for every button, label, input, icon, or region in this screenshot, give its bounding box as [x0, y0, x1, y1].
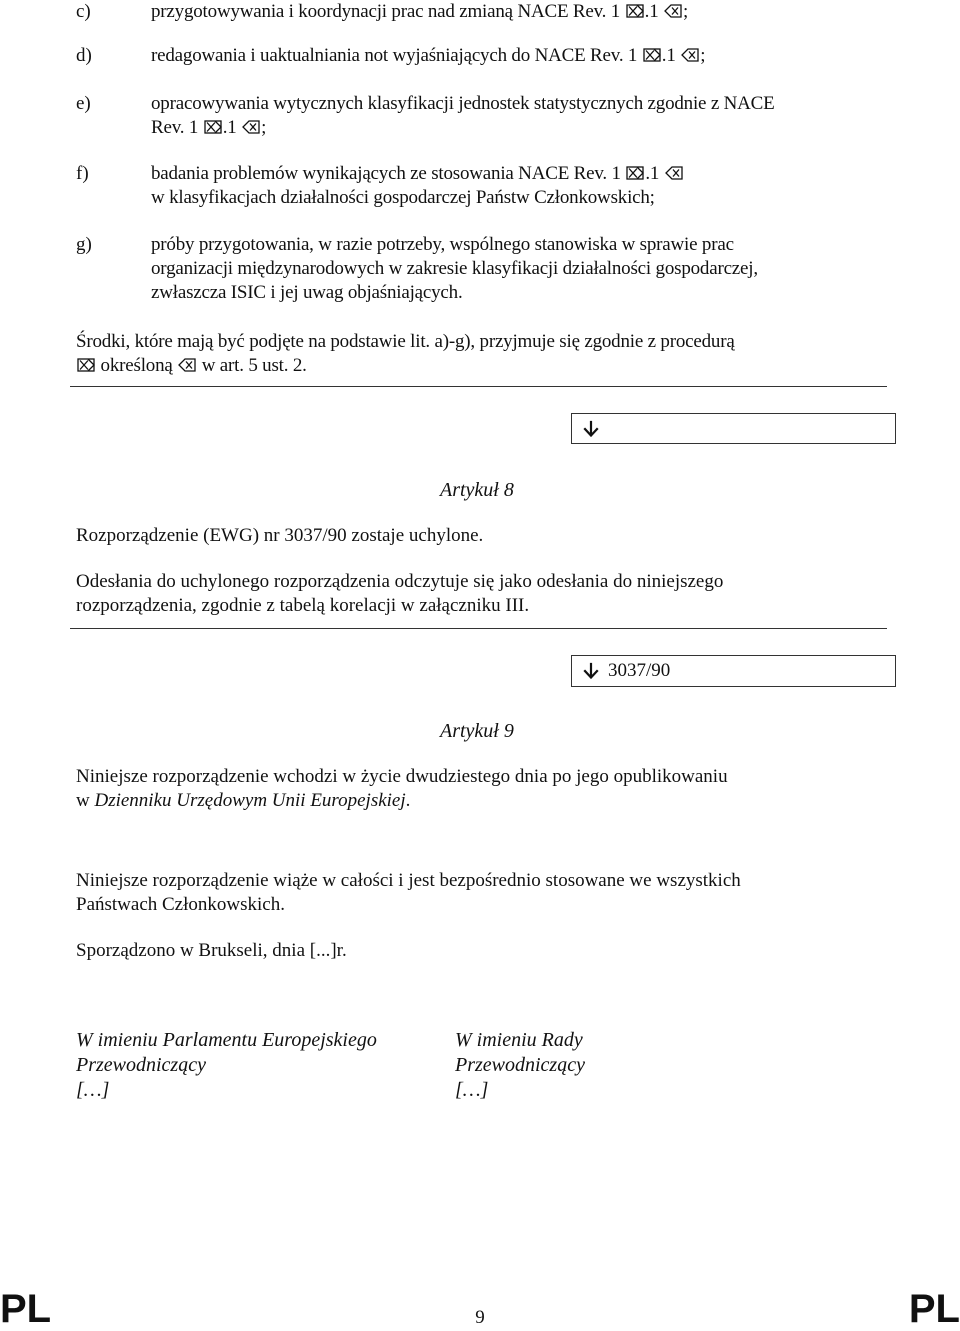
- paragraph-line: Państwach Członkowskich.: [76, 894, 285, 915]
- amendment-close-marker-icon: [664, 4, 682, 18]
- amendment-open-marker-icon: [643, 48, 661, 62]
- article-9-heading: Artykuł 9: [440, 720, 514, 742]
- done-at-line: Sporządzono w Brukseli, dnia [...]r.: [76, 940, 347, 961]
- text-run: ;: [700, 45, 706, 66]
- text-run: .1: [661, 45, 681, 66]
- text-run: w art. 5 ust. 2.: [197, 355, 307, 376]
- text-run: zwłaszcza ISIC i jej uwag objaśniających.: [151, 282, 463, 303]
- list-label: g): [76, 234, 92, 255]
- text-run: redagowania i uaktualniania not wyjaśniających do NACE Rev. 1: [151, 45, 642, 66]
- text-run: Rev. 1: [151, 117, 203, 138]
- list-label: f): [76, 163, 89, 184]
- list-label: d): [76, 45, 92, 66]
- signature-on-behalf: W imieniu Rady: [455, 1029, 583, 1051]
- text-run: przygotowywania i koordynacji prac nad zmianą NACE Rev. 1: [151, 1, 625, 22]
- paragraph-line: Niniejsze rozporządzenie wiąże w całości i jest bezpośrednio stosowane we wszystkich: [76, 870, 741, 891]
- signature-role: Przewodniczący: [76, 1054, 206, 1076]
- text-run: badania problemów wynikających ze stosowania NACE Rev. 1: [151, 163, 626, 184]
- journal-title: Dzienniku Urzędowym Unii Europejskiej: [94, 790, 406, 811]
- signature-role: Przewodniczący: [455, 1054, 585, 1076]
- signature-on-behalf: W imieniu Parlamentu Europejskiego: [76, 1029, 377, 1051]
- text-run: .1: [222, 117, 242, 138]
- amendment-ref: 3037/90: [608, 660, 671, 681]
- amendment-open-marker-icon: [626, 4, 644, 18]
- list-text: [151, 162, 885, 210]
- signature-name: […]: [455, 1079, 489, 1101]
- text-run: opracowywania wytycznych klasyfikacji jednostek statystycznych zgodnie z NACE: [151, 93, 775, 114]
- amendment-close-marker-icon: [178, 358, 196, 372]
- signature-block-parliament: [76, 1028, 377, 1103]
- text-run: Środki, które mają być podjęte na podstawie lit. a)-g), przyjmuje się zgodnie z procedurą: [76, 331, 735, 352]
- page-number: 9: [475, 1307, 485, 1328]
- article-8-paragraph-1: Rozporządzenie (EWG) nr 3037/90 zostaje uchylone.: [76, 525, 484, 546]
- text-run: .1: [645, 163, 664, 184]
- list-text: [151, 0, 885, 24]
- signature-block-council: [455, 1028, 585, 1103]
- footer-language-right: PL: [908, 1287, 960, 1331]
- signature-name: […]: [76, 1079, 110, 1101]
- amendment-open-marker-icon: [204, 120, 222, 134]
- article-9-paragraph-1: [76, 765, 886, 813]
- text-run: określoną: [96, 355, 178, 376]
- list-text: [151, 44, 885, 68]
- text-run: ;: [261, 117, 267, 138]
- amendment-box: [571, 655, 896, 687]
- amendment-box: [571, 413, 896, 444]
- paragraph-text: w: [76, 790, 95, 811]
- list-label: e): [76, 93, 91, 114]
- paragraph-line: Odesłania do uchylonego rozporządzenia odczytuje się jako odesłania do niniejszego: [76, 571, 724, 592]
- text-run: w klasyfikacjach działalności gospodarczej Państw Członkowskich;: [151, 187, 655, 208]
- article-8-heading: Artykuł 8: [440, 479, 514, 501]
- measures-paragraph: [76, 330, 886, 378]
- down-arrow-icon: [582, 420, 600, 438]
- paragraph-text: .: [405, 790, 411, 811]
- list-text: [151, 92, 885, 140]
- amendment-close-marker-icon: [242, 120, 260, 134]
- paragraph-line: Niniejsze rozporządzenie wchodzi w życie dwudziestego dnia po jego opublikowaniu: [76, 766, 728, 787]
- amendment-open-marker-icon: [77, 358, 95, 372]
- paragraph-line: rozporządzenia, zgodnie z tabelą korelacji w załączniku III.: [76, 595, 530, 616]
- list-label: c): [76, 1, 91, 22]
- text-run: .1: [644, 1, 664, 22]
- text-run: próby przygotowania, w razie potrzeby, wspólnego stanowiska w sprawie prac: [151, 234, 734, 255]
- amendment-open-marker-icon: [626, 166, 644, 180]
- article-8-paragraph-2: [76, 570, 886, 618]
- text-run: organizacji międzynarodowych w zakresie klasyfikacji działalności gospodarczej,: [151, 258, 758, 279]
- down-arrow-icon: [582, 662, 600, 680]
- section-divider: [70, 628, 887, 629]
- text-run: ;: [683, 1, 689, 22]
- amendment-close-marker-icon: [665, 166, 683, 180]
- footer-language-left: PL: [0, 1287, 52, 1331]
- list-text: [151, 233, 885, 305]
- section-divider: [70, 386, 887, 387]
- amendment-close-marker-icon: [681, 48, 699, 62]
- article-9-paragraph-2: [76, 869, 886, 917]
